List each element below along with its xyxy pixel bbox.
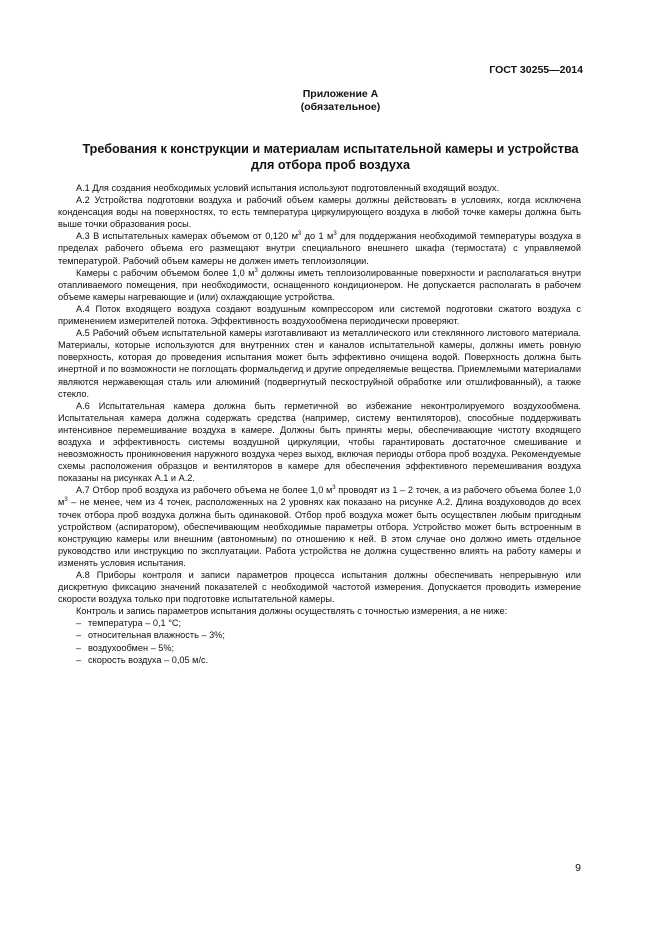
paragraph-a2: А.2 Устройства подготовки воздуха и рабочий объем камеры должны действовать в условиях, когда исключена конденсация воды на поверхностях, то есть температура циркулирующего воздуха в любой точке камеры должна быть выше точки образования росы. <box>58 195 581 230</box>
appendix-body <box>58 182 581 666</box>
paragraph-a3: А.3 В испытательных камерах объемом от 0,120 $м^3$ до 1 $м^3$ для поддержания необходимой температуры воздуха в пределах рабочего объема его размещают внутри специального внешнего шкафа (термостата) с управляемой температурой. Рабочий объем камеры не должен иметь теплоизоляции. <box>58 231 581 266</box>
page-number: 9 <box>575 862 581 874</box>
paragraph-a7: А.7 Отбор проб воздуха из рабочего объема не более 1,0 $м^3$ проводят из 1 – 2 точек, а из рабочего объема более 1,0 $м^3$ – не менее, чем из 4 точек, расположенных на 2 уровнях как показано на рисунке А.2. Длина воздуховодов до всех точек отбора проб воздуха должна быть одинаковой. Отбор проб воздуха может быть осуществлен любым пригодным устройством (аспиратором), обеспечивающим необходимые параметры отбора. Устройство может быть встроенным в конструкцию камеры или внешним (автономным) по отношению к ней. В этом случае оно должно иметь отдельное руководство или инструкцию по эксплуатации. Работа устройства не должна существенно влиять на работу камеры и изменять условия испытания. <box>58 485 581 568</box>
paragraph-a4: А.4 Поток входящего воздуха создают воздушным компрессором или системой подготовки сжатого воздуха с применением измерителей потока. Эффективность воздухообмена периодически проверяют. <box>58 303 581 327</box>
paragraph-a8-continued: Контроль и запись параметров испытания должны осуществлять с точностью измерения, а не ниже: <box>76 606 508 617</box>
document-code: ГОСТ 30255—2014 <box>489 64 583 76</box>
paragraph-a1: А.1 Для создания необходимых условий испытания используют подготовленный входящий воздух. <box>76 183 500 193</box>
appendix-title <box>58 141 603 173</box>
list-item: – температура – 0,1 °С; <box>76 618 182 629</box>
accuracy-list <box>58 617 581 665</box>
appendix-heading <box>20 88 661 114</box>
paragraph-a8: А.8 Приборы контроля и записи параметров процесса испытания должны обеспечивать непрерывную или дискретную фиксацию значений показателей с необходимой частотой измерения. Допускается проводить измерение скорости воздуха только при подготовке испытательной камеры. <box>58 570 581 605</box>
title-line-1: Требования к конструкции и материалам испытательной камеры и устройства <box>82 142 579 156</box>
paragraph-a3-continued: Камеры с рабочим объемом более 1,0 $м^3$ должны иметь теплоизолированные поверхности и располагаться внутри отапливаемого помещения, при необходимости, оснащенного кондиционером. Не допускается располагать в рабочем объеме камеры нагревающие и (или) охлаждающие устройства. <box>58 267 581 302</box>
paragraph-a6: А.6 Испытательная камера должна быть герметичной во избежание неконтролируемого воздухообмена. Испытательная камера должна содержать средства (например, систему вентиляторов), способные поддерживать интенсивное перемешивание воздуха в камере. Должны быть приняты меры, обеспечивающие чистоту входящего воздуха и эффективность системы воздушной циркуляции, чтобы гарантировать достаточное смешивание и невозможность проникновения наружного воздуха через выход, включая периоды отбора проб воздуха. Рекомендуемые схемы расположения образцов и вентиляторов в камере для обеспечения эффективного перемешивания воздуха показаны на рисунках А.1 и А.2. <box>58 400 581 484</box>
list-item: – относительная влажность – 3%; <box>76 630 225 641</box>
title-line-2: для отбора проб воздуха <box>250 158 410 172</box>
appendix-label: Приложение А <box>302 88 379 100</box>
paragraph-a5: А.5 Рабочий объем испытательной камеры изготавливают из металлического или стеклянного листового материала. Материалы, которые используются для внутренних стен и каналов испытательной камеры, должны иметь ровную поверхность, которая до проведения испытания может быть эффективно очищена водой. Поверхность должна быть инертной и по возможности не поглощать формальдегид и другие определяемые вещества. Приемлемыми материалами являются нержавеющая сталь или алюминий (подвергнутый пескоструйной обработке или отшлифованный), а также стекло. <box>58 328 581 399</box>
list-item: – скорость воздуха – 0,05 м/с. <box>76 654 209 665</box>
list-item: – воздухообмен – 5%; <box>76 642 175 653</box>
appendix-status: (обязательное) <box>300 101 381 113</box>
